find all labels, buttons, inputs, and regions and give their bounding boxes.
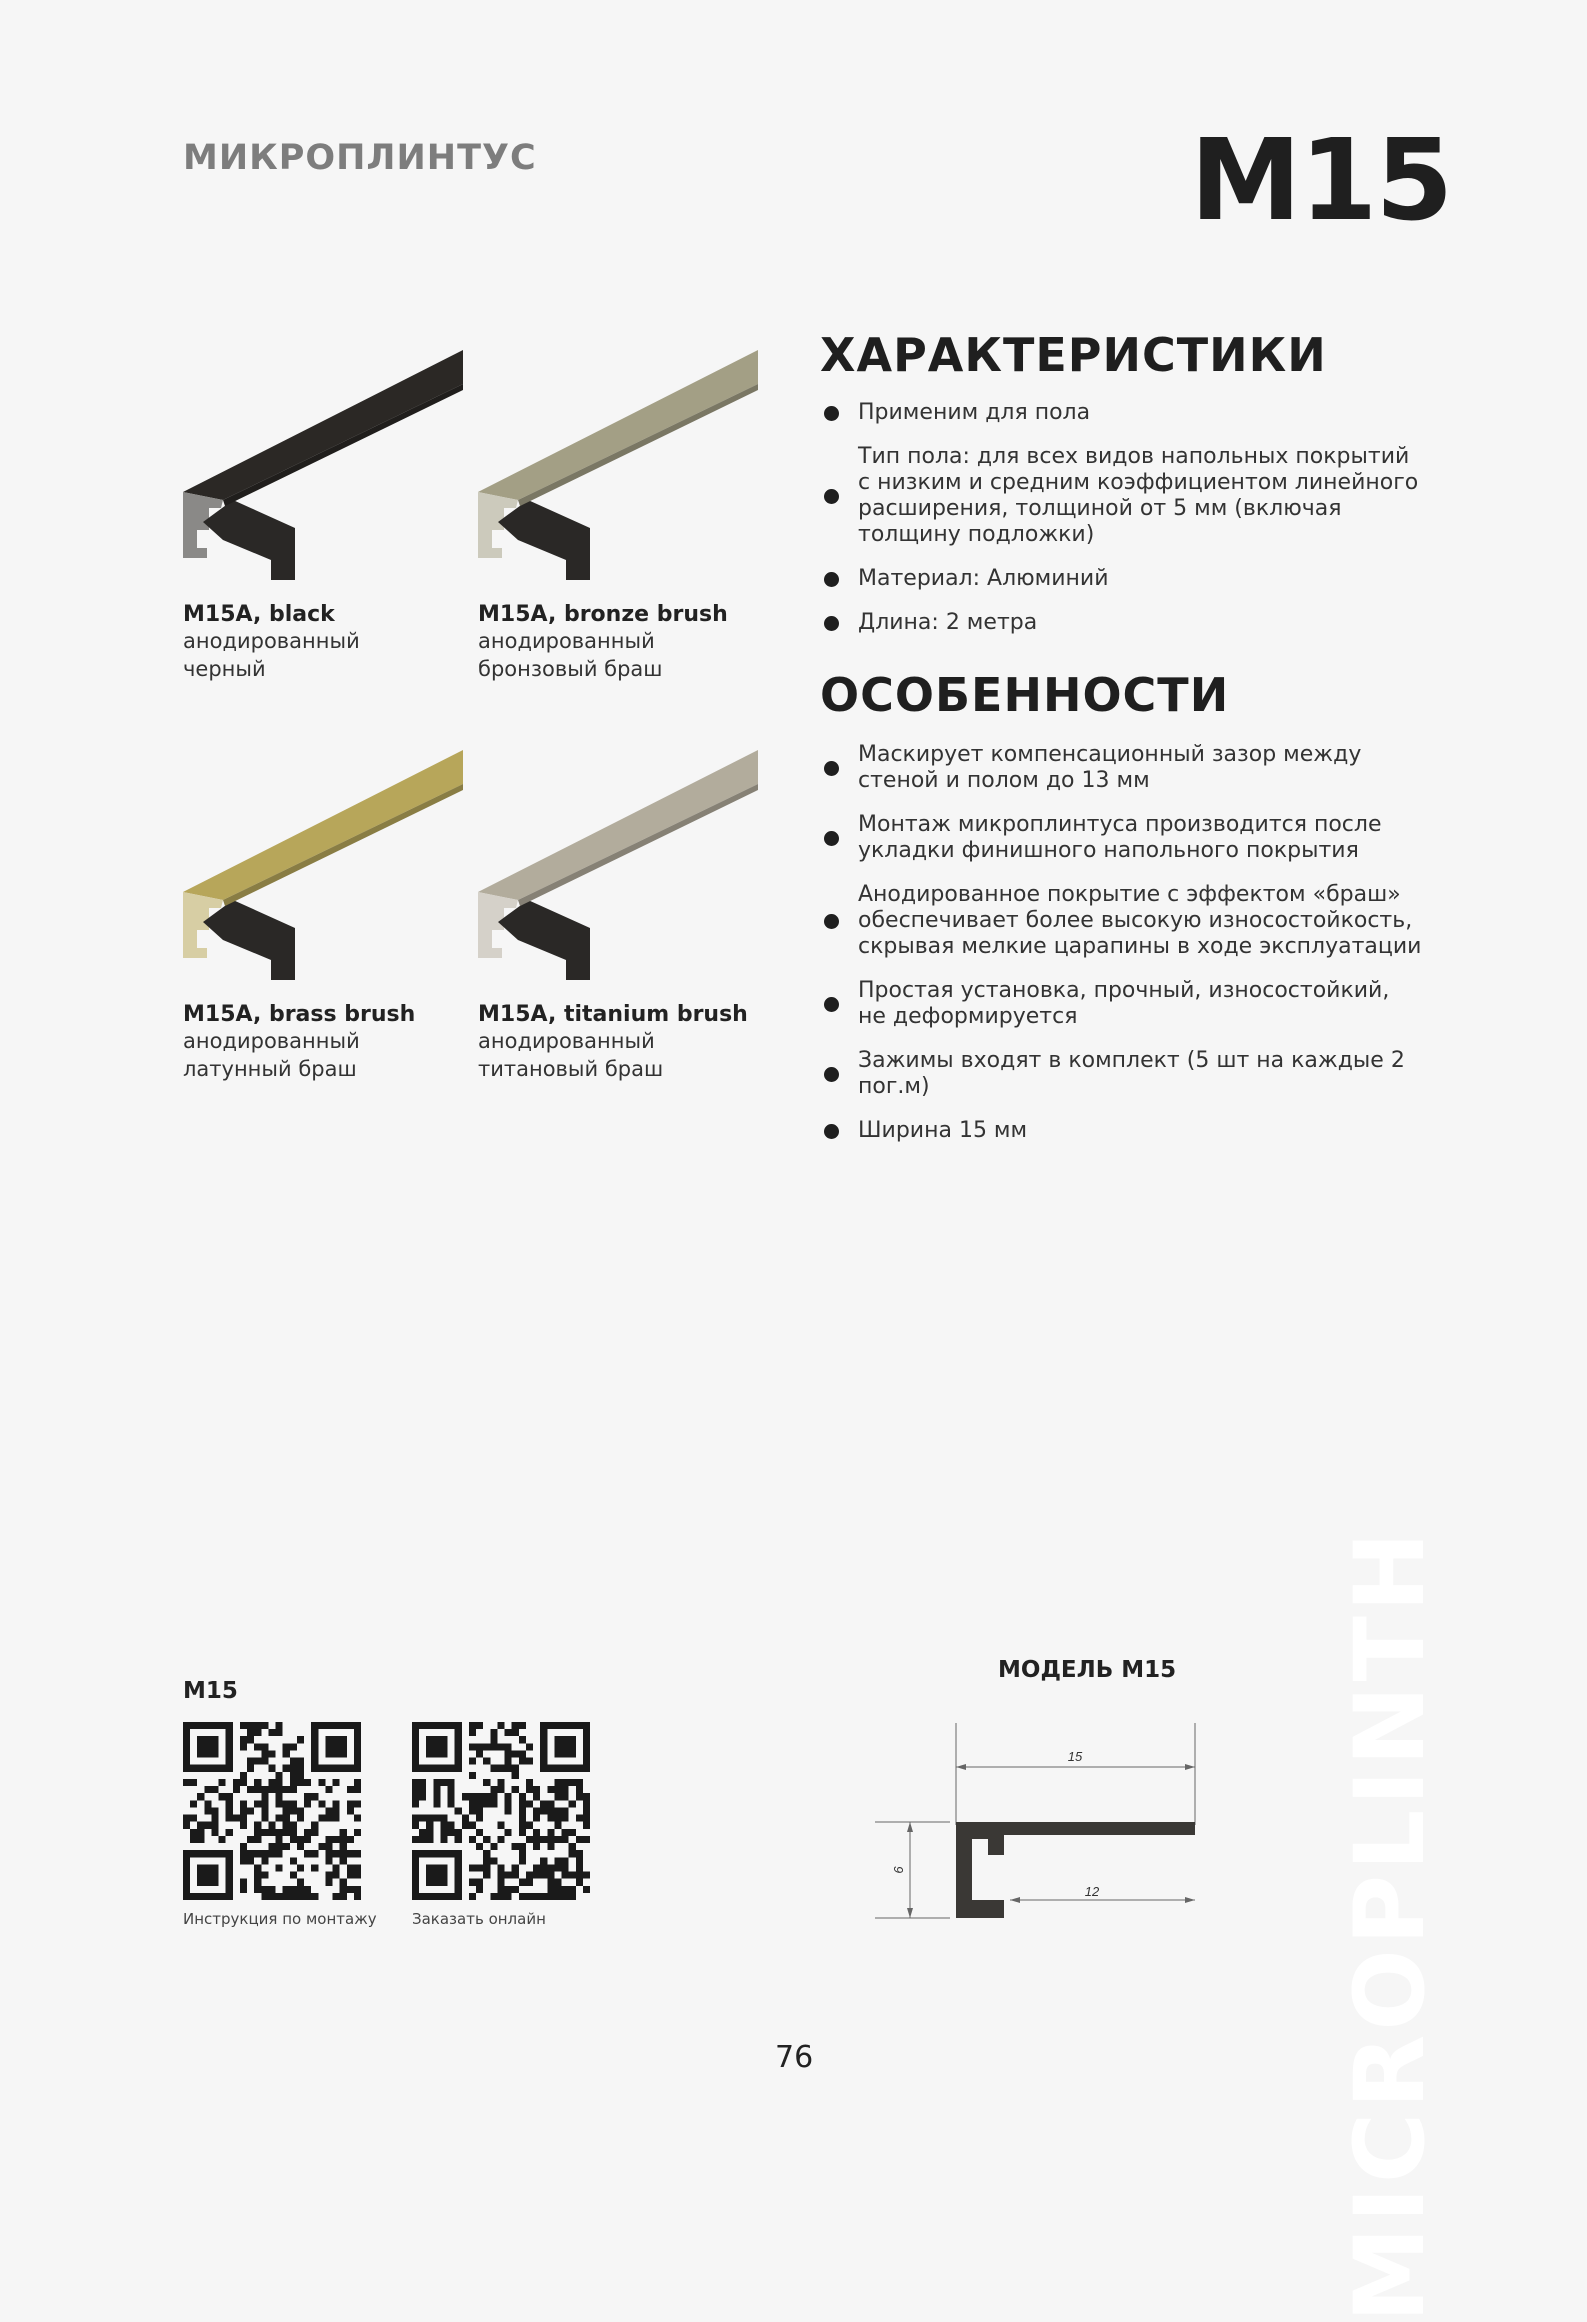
product-desc-line1: анодированный [183, 629, 360, 653]
profile-edge [518, 384, 758, 506]
specs-list [822, 400, 1422, 654]
clip-part [498, 900, 590, 980]
product-image [183, 750, 473, 990]
list-item [822, 400, 1422, 426]
diagram-title: МОДЕЛЬ M15 [998, 1657, 1177, 1683]
product-card [478, 750, 768, 1083]
qr-code[interactable] [183, 1722, 361, 1900]
qr-block[interactable] [183, 1722, 377, 1928]
qr-block[interactable] [412, 1722, 590, 1928]
spec-text: Тип пола: для всех видов напольных покрытий с низким и средним коэффициентом линейного расширения, толщиной от 5 мм (включая толщину подложки) [858, 444, 1419, 547]
feature-text: Маскирует компенсационный зазор между стеной и полом до 13 мм [858, 742, 1362, 793]
feature-text: Монтаж микроплинтуса производится после укладки финишного напольного покрытия [858, 812, 1382, 863]
dim-inner-label: 12 [1084, 1884, 1100, 1899]
product-desc-line2: латунный браш [183, 1057, 357, 1081]
product-desc-line2: титановый браш [478, 1057, 664, 1081]
product-name: M15A, titanium brush [478, 1002, 748, 1027]
profile-top-face [478, 750, 758, 900]
list-item [822, 566, 1422, 592]
list-item [822, 978, 1422, 1030]
features-title: ОСОБЕННОСТИ [820, 668, 1230, 722]
product-image [478, 750, 768, 990]
dim-width-label: 15 [1067, 1749, 1083, 1764]
profile-top-face [183, 750, 463, 900]
clip-part [498, 500, 590, 580]
feature-text: Зажимы входят в комплект (5 шт на каждые 2 пог.м) [858, 1048, 1405, 1099]
qr-caption: Заказать онлайн [412, 1910, 546, 1928]
bullet-icon [824, 616, 839, 631]
product-name: M15A, black [183, 602, 335, 627]
clip-part [203, 500, 295, 580]
profile-edge [223, 384, 463, 506]
product-image [478, 350, 768, 590]
product-desc-line1: анодированный [478, 1029, 655, 1053]
profile-edge [223, 784, 463, 906]
feature-text: Ширина 15 мм [858, 1118, 1028, 1143]
bullet-icon [824, 1067, 839, 1082]
profile-top-face [478, 350, 758, 500]
product-name: M15A, brass brush [183, 1002, 416, 1027]
product-card [183, 350, 473, 683]
specs-title: ХАРАКТЕРИСТИКИ [820, 328, 1327, 382]
product-card [478, 350, 768, 683]
product-image [183, 350, 473, 590]
features-list [822, 742, 1422, 1162]
list-item [822, 742, 1422, 794]
dim-height-label: 6 [891, 1866, 906, 1874]
profile-drawing [870, 1715, 1210, 1935]
bullet-icon [824, 914, 839, 929]
product-card [183, 750, 473, 1083]
product-desc-line2: черный [183, 657, 266, 681]
model-title: M15 [1190, 116, 1452, 246]
category-title: МИКРОПЛИНТУС [183, 138, 537, 178]
list-item [822, 610, 1422, 636]
product-name: M15A, bronze brush [478, 602, 728, 627]
profile-top-face [183, 350, 463, 500]
qr-code[interactable] [412, 1722, 590, 1900]
spec-text: Применим для пола [858, 400, 1091, 425]
spec-text: Длина: 2 метра [858, 610, 1038, 635]
bullet-icon [824, 761, 839, 776]
list-item [822, 444, 1422, 548]
bullet-icon [824, 572, 839, 587]
qr-heading: M15 [183, 1678, 238, 1704]
profile-shape [956, 1822, 1195, 1918]
bullet-icon [824, 1124, 839, 1139]
side-watermark: MICROPLINTH [1334, 1527, 1446, 2322]
page-number: 76 [775, 2040, 814, 2075]
bullet-icon [824, 406, 839, 421]
list-item [822, 1048, 1422, 1100]
spec-text: Материал: Алюминий [858, 566, 1109, 591]
bullet-icon [824, 489, 839, 504]
list-item [822, 812, 1422, 864]
feature-text: Анодированное покрытие с эффектом «браш» обеспечивает более высокую износостойкость, скрывая мелкие царапины в ходе эксплуатации [858, 882, 1422, 959]
bullet-icon [824, 831, 839, 846]
list-item [822, 882, 1422, 960]
product-desc-line2: бронзовый браш [478, 657, 663, 681]
product-desc-line1: анодированный [478, 629, 655, 653]
feature-text: Простая установка, прочный, износостойкий, не деформируется [858, 978, 1390, 1029]
profile-edge [518, 784, 758, 906]
list-item [822, 1118, 1422, 1144]
bullet-icon [824, 997, 839, 1012]
qr-caption: Инструкция по монтажу [183, 1910, 377, 1928]
product-desc-line1: анодированный [183, 1029, 360, 1053]
clip-part [203, 900, 295, 980]
